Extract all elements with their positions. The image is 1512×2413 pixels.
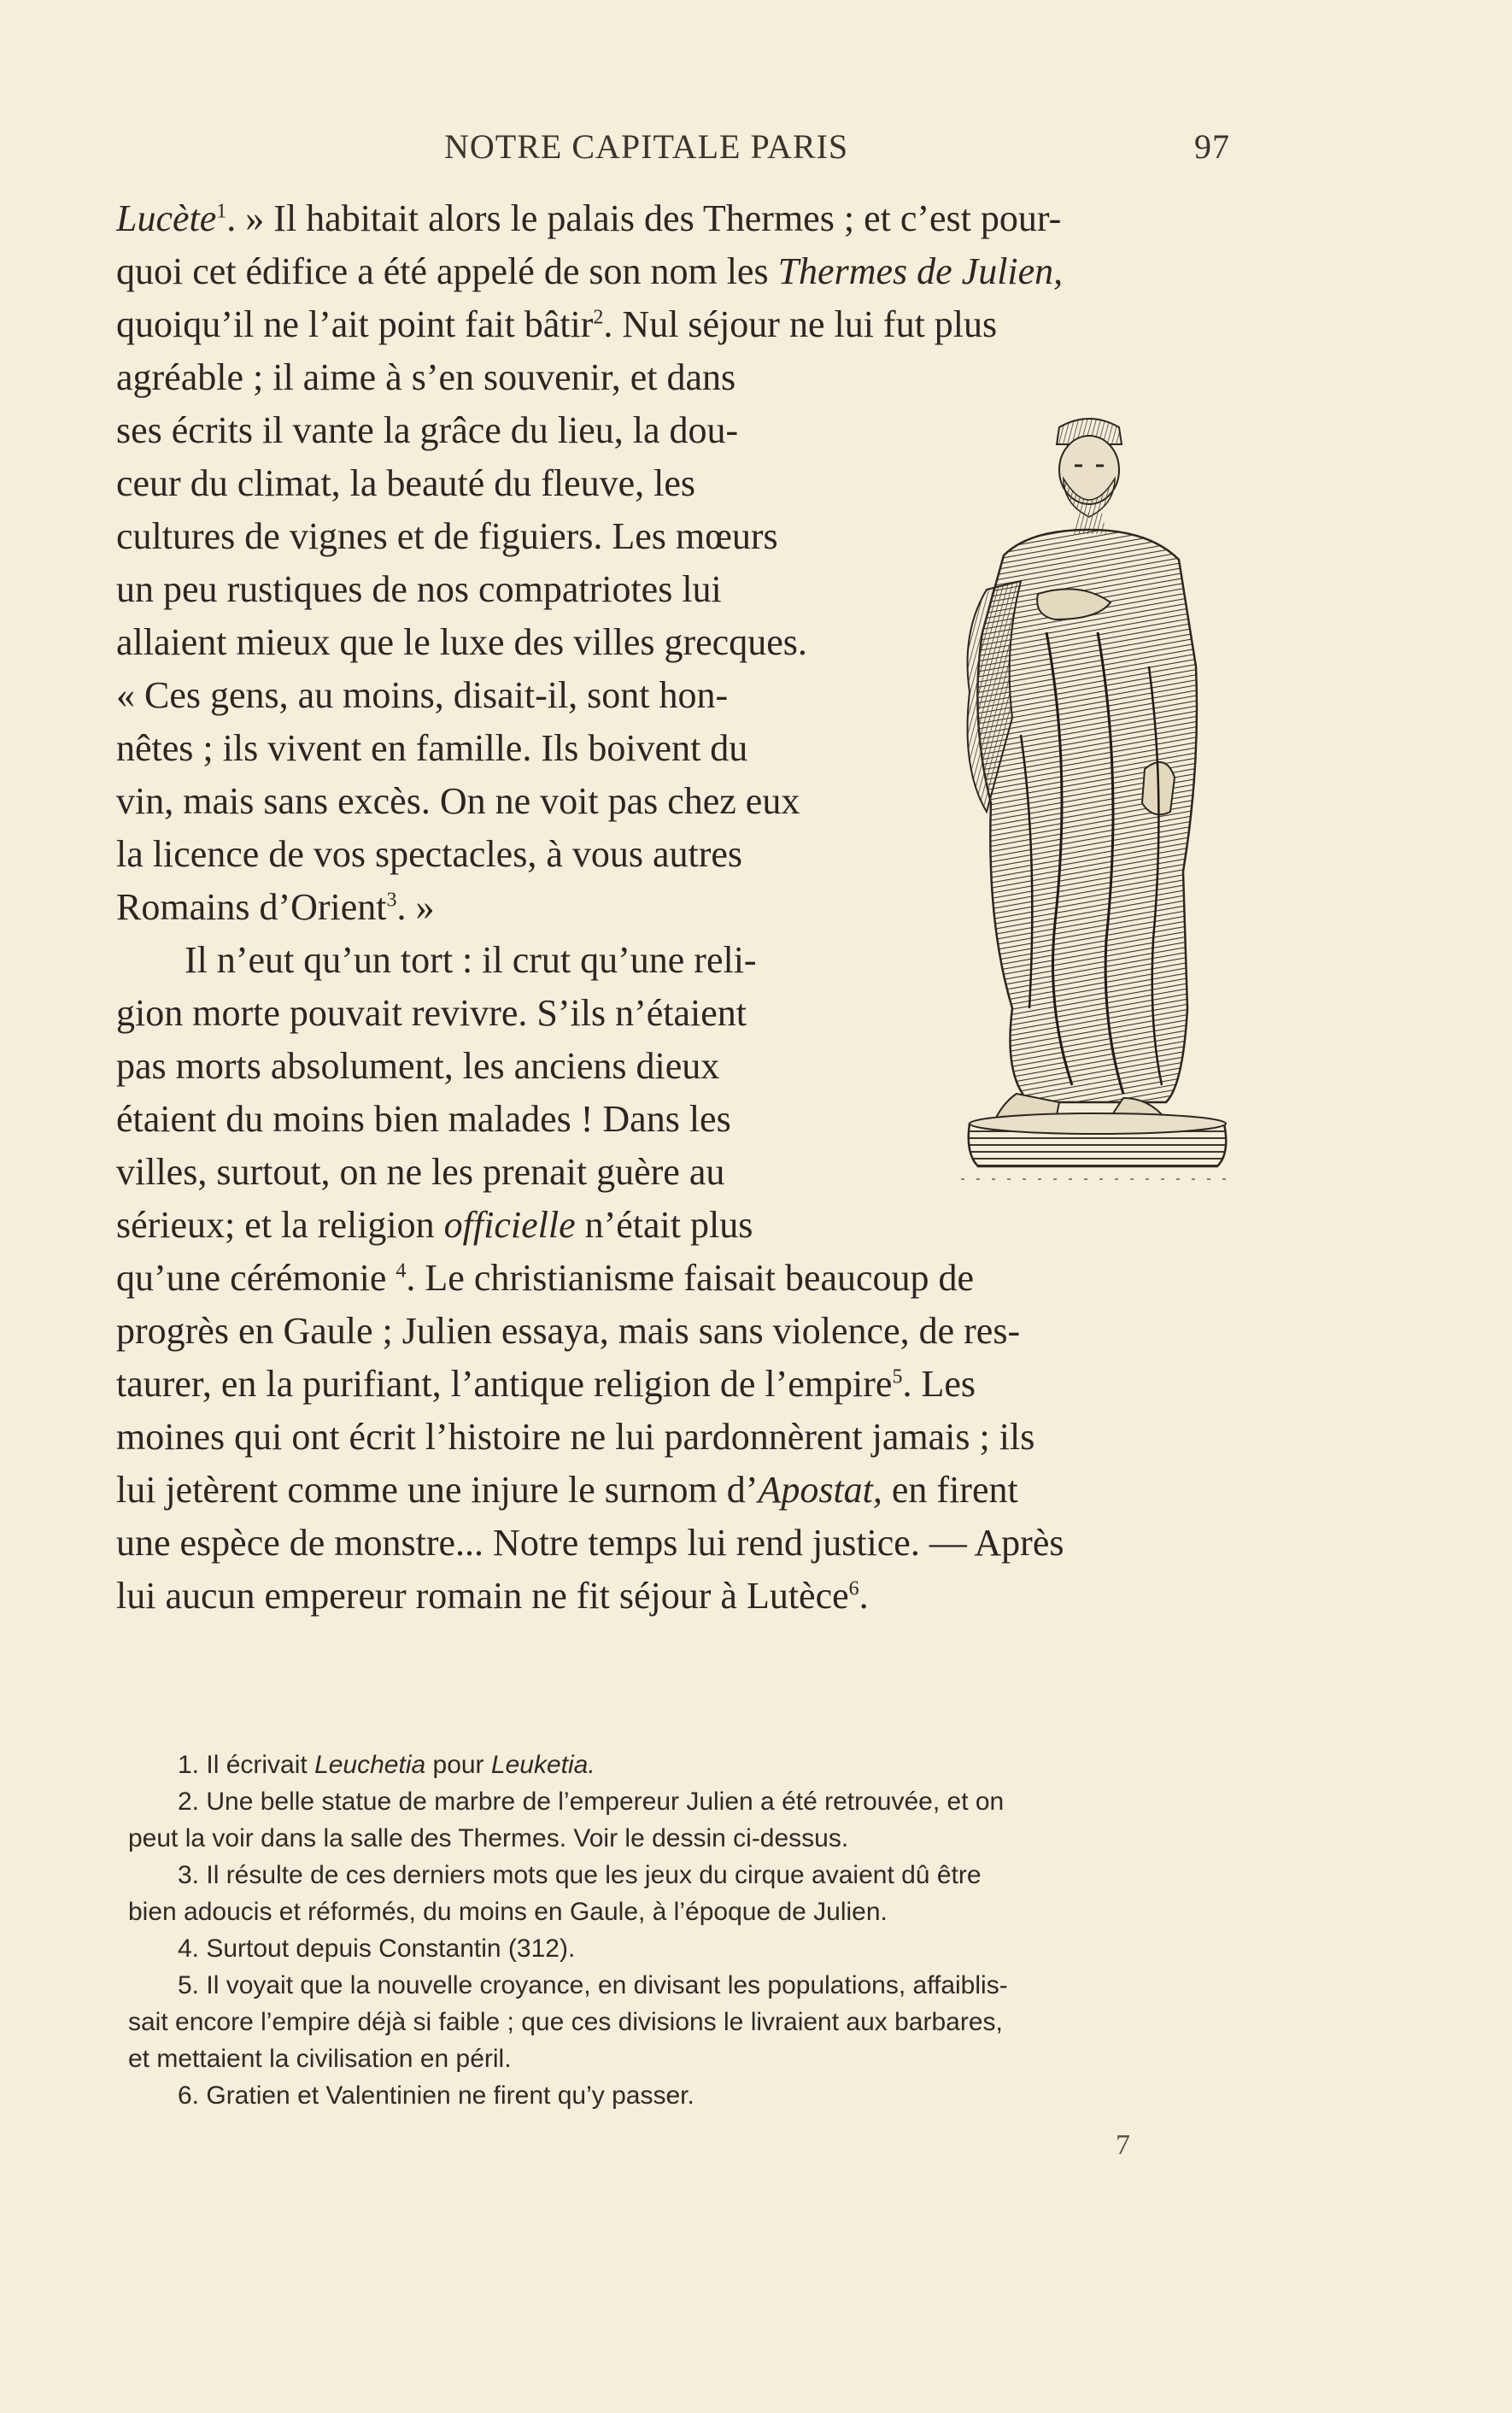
text-line: lui aucun empereur romain ne fit séjour à Lutèce$^6$. [116, 1575, 869, 1617]
text-line: étaient du moins bien malades ! Dans les [116, 1098, 731, 1140]
text-line: gion morte pouvait revivre. S’ils n’étaient [116, 992, 747, 1034]
footnote-ref: 5 [892, 1365, 903, 1389]
text-line: moines qui ont écrit l’histoire ne lui pardonnèrent jamais ; ils [116, 1416, 1035, 1458]
text-line: villes, surtout, on ne les prenait guère au [116, 1151, 725, 1193]
footnote-ref: 2 [593, 306, 604, 329]
footnote-item: 2. Une belle statue de marbre de l’empereur Julien a été retrouvée, et on [178, 1788, 1005, 1816]
text-line: nêtes ; ils vivent en famille. Ils boivent du [116, 727, 748, 769]
statue-engraving-icon [952, 410, 1234, 1209]
text-line: allaient mieux que le luxe des villes grecques. [116, 621, 807, 663]
text-line: progrès en Gaule ; Julien essaya, mais sans violence, de res- [116, 1310, 1021, 1352]
text-line: ses écrits il vante la grâce du lieu, la dou- [116, 409, 739, 451]
text-line: pas morts absolument, les anciens dieux [116, 1045, 720, 1087]
footnote-item: et mettaient la civilisation en péril. [128, 2045, 512, 2073]
footnote-item: 4. Surtout depuis Constantin (312). [178, 1935, 576, 1963]
text-line: Lucète$^1$. » Il habitait alors le palais des Thermes ; et c’est pour- [116, 197, 1062, 239]
text-line: une espèce de monstre... Notre temps lui rend justice. — Après [116, 1522, 1064, 1564]
text-line: vin, mais sans excès. On ne voit pas chez eux [116, 780, 800, 822]
header-title: NOTRE CAPITALE PARIS [444, 127, 849, 166]
footnote-item: peut la voir dans la salle des Thermes. Voir le dessin ci-dessus. [128, 1824, 849, 1852]
text-line: qu’une cérémonie $^4$. Le christianisme faisait beaucoup de [116, 1257, 975, 1299]
text-line: Il n’eut qu’un tort : il crut qu’une reli- [185, 939, 757, 981]
text-line: quoiqu’il ne l’ait point fait bâtir$^2$. Nul séjour ne lui fut plus [116, 303, 998, 345]
footnote-item: sait encore l’empire déjà si faible ; que ces divisions le livraient aux barbares, [128, 2008, 1003, 2036]
text-line: lui jetèrent comme une injure le surnom d’Apostat, en firent [116, 1469, 1018, 1511]
text-line: agréable ; il aime à s’en souvenir, et dans [116, 356, 736, 398]
text-line: ceur du climat, la beauté du fleuve, les [116, 462, 696, 504]
footnote-item: 6. Gratien et Valentinien ne firent qu’y passer. [178, 2081, 694, 2110]
footnote-ref: 4 [396, 1259, 407, 1283]
page-number: 97 [1194, 127, 1230, 166]
footnote-ref: 3 [386, 889, 397, 912]
text-line: un peu rustiques de nos compatriotes lui [116, 568, 722, 610]
text-line: Romains d’Orient$^3$. » [116, 886, 435, 928]
text-line: « Ces gens, au moins, disait-il, sont hon- [116, 674, 729, 716]
text-line: taurer, en la purifiant, l’antique religion de l’empire$^5$. Les [116, 1363, 976, 1405]
footnote-item: bien adoucis et réformés, du moins en Gaule, à l’époque de Julien. [128, 1898, 888, 1926]
footnotes [128, 1747, 1247, 2114]
text-line: cultures de vignes et de figuiers. Les mœurs [116, 515, 778, 557]
footnote-item: 1. Il écrivait Leuchetia pour Leuketia. [178, 1751, 595, 1779]
text-line: sérieux; et la religion officielle n’était plus [116, 1204, 753, 1246]
text-line: quoi cet édifice a été appelé de son nom les Thermes de Julien, [116, 250, 1064, 292]
text-line: la licence de vos spectacles, à vous autres [116, 833, 743, 875]
signature-mark: 7 [1116, 2129, 1130, 2161]
footnote-ref: 1 [216, 200, 227, 223]
footnote-ref: 6 [848, 1577, 859, 1600]
footnote-item: 5. Il voyait que la nouvelle croyance, en divisant les populations, affaiblis- [178, 1971, 1008, 1999]
footnote-item: 3. Il résulte de ces derniers mots que les jeux du cirque avaient dû être [178, 1861, 982, 1889]
